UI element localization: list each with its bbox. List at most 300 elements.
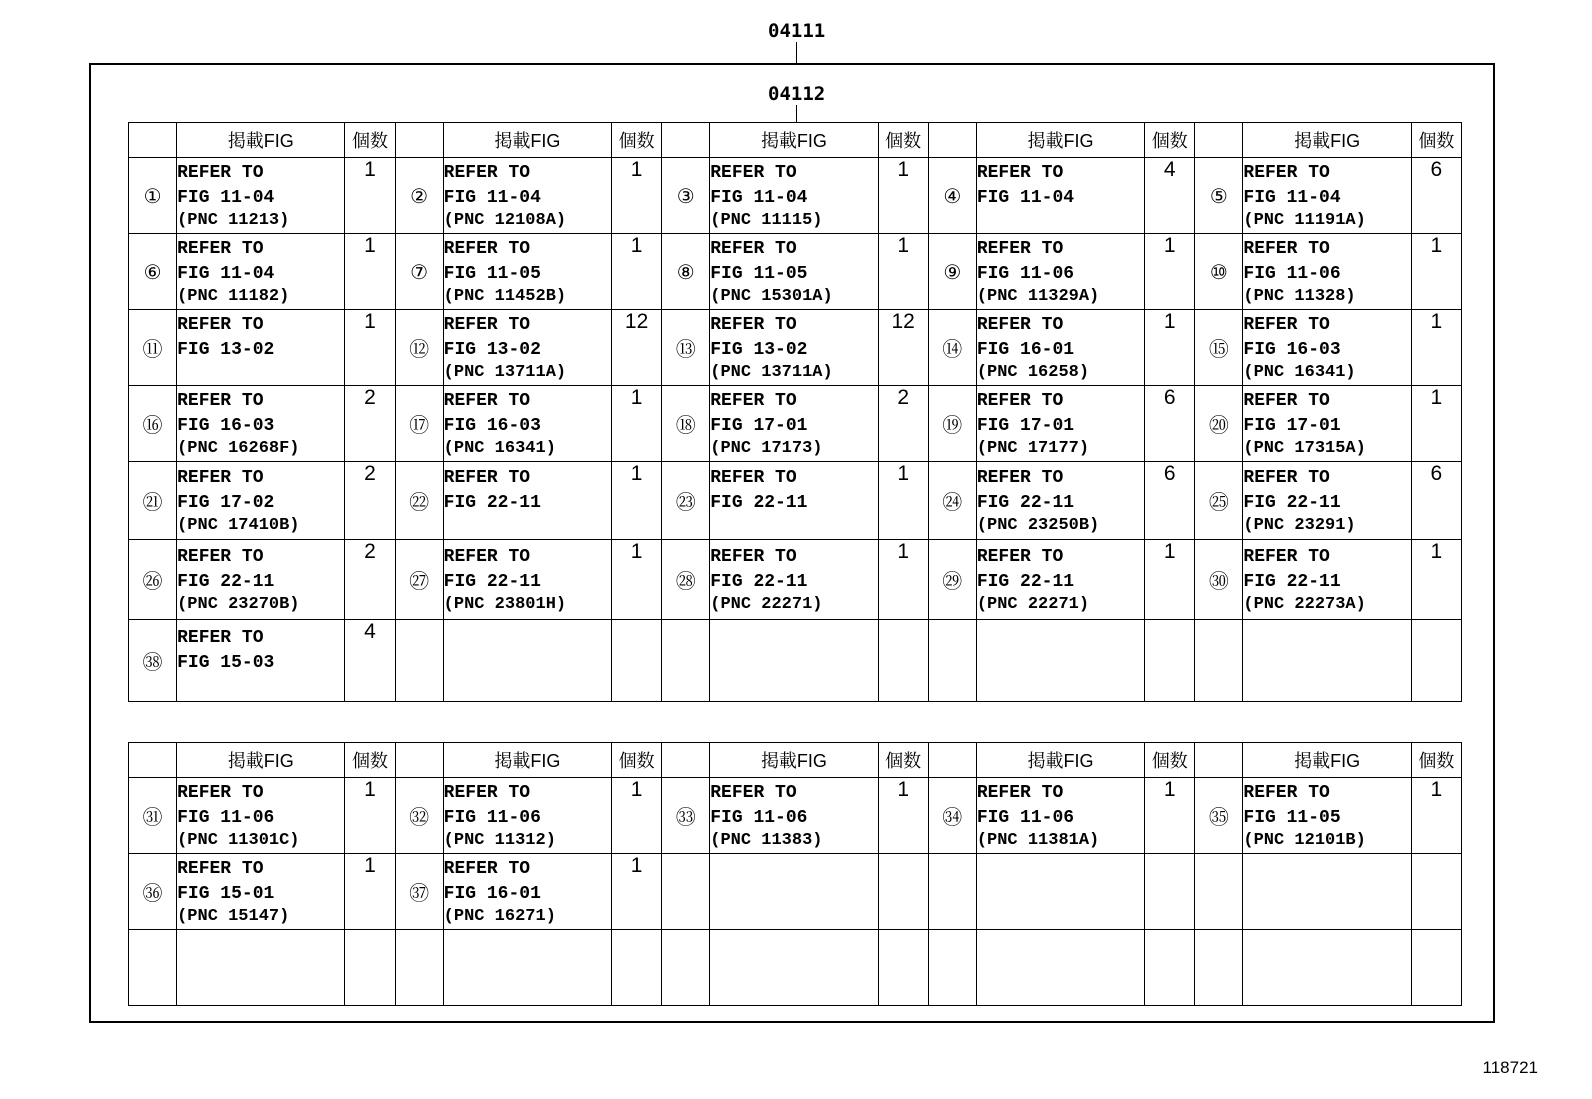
refer-to-text: REFER TO (443, 314, 531, 335)
header-qty: 個数 (878, 123, 928, 158)
fig-number: FIG 15-01 (177, 883, 275, 904)
reference-cell (177, 620, 345, 702)
callout-number: ⑱ (662, 386, 710, 462)
fig-number: FIG 11-06 (976, 263, 1075, 284)
header-qty: 個数 (345, 123, 395, 158)
pnc-number (977, 983, 1144, 1003)
callout-number: ⑰ (395, 386, 443, 462)
header-qty: 個数 (1411, 123, 1461, 158)
refer-to-text: REFER TO (710, 314, 797, 335)
pnc-number (1243, 983, 1410, 1003)
reference-cell (976, 462, 1144, 540)
reference-cell (710, 158, 878, 234)
refer-to-text: REFER TO (443, 858, 531, 879)
pnc-number (710, 676, 877, 696)
callout-number: ⑨ (928, 234, 976, 310)
callout-number: ⑮ (1195, 310, 1243, 386)
reference-cell (443, 540, 611, 620)
callout-number (129, 930, 177, 1006)
reference-cell (177, 310, 345, 386)
callout-number: ⑪ (129, 310, 177, 386)
reference-cell (1243, 930, 1411, 1006)
fig-number: FIG 16-03 (177, 415, 275, 436)
pnc-number (977, 211, 1144, 231)
refer-to-text: REFER TO (1243, 162, 1330, 183)
fig-number: FIG 22-11 (443, 571, 541, 592)
table-row (129, 158, 1462, 234)
quantity-cell: 6 (1145, 462, 1195, 540)
quantity-cell: 4 (1145, 158, 1195, 234)
refer-to-text (177, 933, 344, 958)
refer-to-text: REFER TO (177, 782, 264, 803)
callout-number (1195, 930, 1243, 1006)
table-row (129, 462, 1462, 540)
callout-number (662, 854, 710, 930)
refer-to-text (710, 626, 877, 651)
fig-number (1243, 882, 1410, 907)
pnc-number: (PNC 16341) (443, 438, 556, 458)
quantity-cell (1145, 930, 1195, 1006)
callout-number: ② (395, 158, 443, 234)
pnc-number: (PNC 16258) (976, 362, 1090, 382)
outer-label-leader (796, 42, 797, 63)
refer-to-text: REFER TO (976, 162, 1064, 183)
quantity-cell (1145, 620, 1195, 702)
callout-number: ㉒ (395, 462, 443, 540)
fig-number: FIG 11-05 (710, 263, 808, 284)
quantity-cell: 1 (345, 310, 395, 386)
pnc-number (177, 676, 344, 696)
refer-to-text: REFER TO (443, 390, 531, 411)
fig-number: FIG 22-11 (1243, 571, 1341, 592)
callout-number (395, 930, 443, 1006)
fig-number: FIG 11-06 (976, 807, 1075, 828)
quantity-cell: 1 (1145, 310, 1195, 386)
reference-cell (443, 158, 611, 234)
pnc-number: (PNC 11329A) (976, 286, 1100, 306)
pnc-number: (PNC 11182) (177, 286, 290, 306)
reference-cell (443, 854, 611, 930)
pnc-number: (PNC 23270B) (177, 594, 300, 614)
header-blank (1195, 743, 1243, 778)
refer-to-text: REFER TO (177, 467, 264, 488)
callout-number: ④ (928, 158, 976, 234)
fig-number: FIG 11-04 (177, 187, 275, 208)
reference-cell (710, 930, 878, 1006)
header-fig: 掲載FIG (177, 743, 345, 778)
header-blank (129, 743, 177, 778)
pnc-number: (PNC 22271) (976, 594, 1090, 614)
refer-to-text: REFER TO (710, 390, 797, 411)
callout-number: ⑤ (1195, 158, 1243, 234)
fig-number: FIG 11-06 (710, 807, 808, 828)
fig-number: FIG 11-04 (1243, 187, 1341, 208)
parts-table-1 (128, 122, 1462, 702)
refer-to-text: REFER TO (443, 467, 531, 488)
pnc-number: (PNC 17410B) (177, 515, 300, 535)
pnc-number: (PNC 13711A) (443, 362, 567, 382)
pnc-number: (PNC 23291) (1243, 515, 1356, 535)
fig-number (444, 651, 611, 676)
refer-to-text: REFER TO (976, 782, 1064, 803)
pnc-number: (PNC 22273A) (1243, 594, 1366, 614)
refer-to-text (1243, 857, 1410, 882)
callout-number (1195, 854, 1243, 930)
quantity-cell: 6 (1411, 462, 1461, 540)
quantity-cell: 1 (612, 854, 662, 930)
quantity-cell (878, 620, 928, 702)
reference-cell (1243, 234, 1411, 310)
fig-number (977, 651, 1144, 676)
fig-number (977, 882, 1144, 907)
refer-to-text: REFER TO (976, 546, 1064, 567)
refer-to-text (977, 626, 1144, 651)
inner-label-leader (796, 105, 797, 123)
quantity-cell (345, 930, 395, 1006)
callout-number: ⑥ (129, 234, 177, 310)
reference-cell (177, 930, 345, 1006)
reference-cell (1243, 778, 1411, 854)
refer-to-text: REFER TO (443, 238, 531, 259)
reference-cell (177, 778, 345, 854)
header-blank (928, 123, 976, 158)
refer-to-text: REFER TO (443, 162, 531, 183)
reference-cell (1243, 386, 1411, 462)
callout-number: ㉘ (662, 540, 710, 620)
header-qty: 個数 (1145, 123, 1195, 158)
fig-number (1243, 651, 1410, 676)
header-qty: 個数 (878, 743, 928, 778)
pnc-number (977, 907, 1144, 927)
header-fig: 掲載FIG (177, 123, 345, 158)
fig-number: FIG 17-01 (1243, 415, 1341, 436)
header-qty: 個数 (612, 123, 662, 158)
refer-to-text: REFER TO (1243, 314, 1330, 335)
pnc-number: (PNC 11383) (710, 830, 823, 850)
reference-cell (177, 854, 345, 930)
reference-cell (976, 620, 1144, 702)
quantity-cell: 2 (345, 540, 395, 620)
quantity-cell: 6 (1145, 386, 1195, 462)
table-row (129, 854, 1462, 930)
pnc-number: (PNC 11191A) (1243, 210, 1366, 230)
reference-cell (443, 234, 611, 310)
callout-number: ⑦ (395, 234, 443, 310)
reference-cell (976, 778, 1144, 854)
pnc-number (1243, 907, 1410, 927)
callout-number: ㉓ (662, 462, 710, 540)
callout-number (662, 620, 710, 702)
callout-number: ⑭ (928, 310, 976, 386)
header-row (129, 123, 1462, 158)
pnc-number (710, 983, 877, 1003)
header-blank (928, 743, 976, 778)
reference-cell (177, 386, 345, 462)
header-blank (662, 743, 710, 778)
pnc-number: (PNC 17315A) (1243, 438, 1366, 458)
quantity-cell: 12 (612, 310, 662, 386)
pnc-number: (PNC 12101B) (1243, 830, 1366, 850)
quantity-cell: 1 (878, 234, 928, 310)
quantity-cell: 1 (612, 158, 662, 234)
reference-cell (443, 778, 611, 854)
fig-number: FIG 16-01 (443, 883, 541, 904)
reference-cell (177, 234, 345, 310)
reference-cell (443, 462, 611, 540)
refer-to-text: REFER TO (177, 390, 264, 411)
reference-cell (976, 158, 1144, 234)
callout-number: ㉞ (928, 778, 976, 854)
header-fig: 掲載FIG (976, 743, 1144, 778)
reference-cell (443, 386, 611, 462)
header-blank (662, 123, 710, 158)
refer-to-text (1243, 933, 1410, 958)
refer-to-text: REFER TO (1243, 467, 1330, 488)
quantity-cell: 1 (1411, 778, 1461, 854)
quantity-cell: 1 (1411, 540, 1461, 620)
pnc-number: (PNC 15301A) (710, 286, 833, 306)
reference-cell (443, 620, 611, 702)
refer-to-text: REFER TO (710, 467, 797, 488)
reference-cell (710, 540, 878, 620)
table-row (129, 930, 1462, 1006)
parts-table-2 (128, 742, 1462, 1006)
refer-to-text: REFER TO (1243, 390, 1330, 411)
callout-number: ㊳ (129, 620, 177, 702)
fig-number: FIG 22-11 (976, 492, 1075, 513)
fig-number: FIG 17-01 (976, 415, 1075, 436)
pnc-number: (PNC 11381A) (976, 830, 1100, 850)
reference-cell (710, 778, 878, 854)
pnc-number: (PNC 11452B) (443, 286, 567, 306)
header-blank (1195, 123, 1243, 158)
table-row (129, 540, 1462, 620)
outer-assembly-label: 04111 (768, 20, 826, 42)
refer-to-text (444, 626, 611, 651)
header-blank (395, 123, 443, 158)
quantity-cell (1411, 930, 1461, 1006)
refer-to-text: REFER TO (177, 314, 264, 335)
fig-number: FIG 11-05 (1243, 807, 1341, 828)
refer-to-text: REFER TO (710, 546, 797, 567)
callout-number (928, 620, 976, 702)
callout-number: ⑳ (1195, 386, 1243, 462)
pnc-number: (PNC 11301C) (177, 830, 300, 850)
quantity-cell: 1 (1145, 540, 1195, 620)
callout-number: ⑫ (395, 310, 443, 386)
reference-cell (1243, 620, 1411, 702)
pnc-number (977, 676, 1144, 696)
fig-number: FIG 16-03 (1243, 339, 1341, 360)
fig-number: FIG 22-11 (1243, 492, 1341, 513)
quantity-cell: 1 (1411, 386, 1461, 462)
reference-cell (710, 310, 878, 386)
header-blank (129, 123, 177, 158)
quantity-cell: 12 (878, 310, 928, 386)
callout-number: ㉜ (395, 778, 443, 854)
refer-to-text: REFER TO (976, 467, 1064, 488)
reference-cell (710, 386, 878, 462)
refer-to-text (1243, 626, 1410, 651)
pnc-number: (PNC 13711A) (710, 362, 833, 382)
refer-to-text: REFER TO (1243, 546, 1330, 567)
quantity-cell: 4 (345, 620, 395, 702)
callout-number: ⑲ (928, 386, 976, 462)
callout-number: ㉛ (129, 778, 177, 854)
header-row (129, 743, 1462, 778)
callout-number: ㉝ (662, 778, 710, 854)
reference-cell (177, 540, 345, 620)
reference-cell (1243, 854, 1411, 930)
quantity-cell: 2 (345, 462, 395, 540)
fig-number: FIG 11-06 (443, 807, 541, 828)
header-fig: 掲載FIG (443, 743, 611, 778)
reference-cell (710, 620, 878, 702)
pnc-number: (PNC 16268F) (177, 438, 300, 458)
callout-number: ① (129, 158, 177, 234)
pnc-number (177, 363, 344, 383)
pnc-number: (PNC 22271) (710, 594, 823, 614)
fig-number (1243, 958, 1410, 983)
header-fig: 掲載FIG (976, 123, 1144, 158)
reference-cell (976, 310, 1144, 386)
header-qty: 個数 (345, 743, 395, 778)
fig-number: FIG 17-01 (710, 415, 808, 436)
fig-number (444, 958, 611, 983)
callout-number: ㉕ (1195, 462, 1243, 540)
table-row (129, 778, 1462, 854)
pnc-number (444, 516, 611, 536)
reference-cell (1243, 310, 1411, 386)
quantity-cell: 1 (1411, 310, 1461, 386)
quantity-cell: 1 (612, 234, 662, 310)
quantity-cell: 1 (878, 158, 928, 234)
reference-cell (443, 310, 611, 386)
refer-to-text: REFER TO (976, 314, 1064, 335)
fig-number: FIG 13-02 (177, 339, 275, 360)
quantity-cell: 1 (345, 778, 395, 854)
quantity-cell: 1 (878, 462, 928, 540)
header-qty: 個数 (1145, 743, 1195, 778)
table-row (129, 386, 1462, 462)
fig-number: FIG 11-04 (976, 187, 1075, 208)
callout-number: ⑩ (1195, 234, 1243, 310)
refer-to-text: REFER TO (976, 390, 1064, 411)
reference-cell (1243, 462, 1411, 540)
refer-to-text: REFER TO (177, 162, 264, 183)
pnc-number: (PNC 11328) (1243, 286, 1356, 306)
pnc-number: (PNC 17177) (976, 438, 1090, 458)
pnc-number: (PNC 11115) (710, 210, 823, 230)
fig-number: FIG 11-06 (177, 807, 275, 828)
quantity-cell: 1 (612, 540, 662, 620)
reference-cell (710, 462, 878, 540)
pnc-number (1243, 676, 1410, 696)
fig-number (977, 958, 1144, 983)
quantity-cell: 1 (345, 854, 395, 930)
pnc-number: (PNC 12108A) (443, 210, 567, 230)
refer-to-text: REFER TO (443, 782, 531, 803)
callout-number: ㉙ (928, 540, 976, 620)
fig-number (177, 958, 344, 983)
fig-number (710, 651, 877, 676)
fig-number: FIG 11-04 (443, 187, 541, 208)
quantity-cell: 1 (345, 158, 395, 234)
quantity-cell (1145, 854, 1195, 930)
callout-number (928, 854, 976, 930)
fig-number: FIG 11-04 (177, 263, 275, 284)
refer-to-text (710, 933, 877, 958)
quantity-cell: 1 (1145, 234, 1195, 310)
reference-cell (976, 234, 1144, 310)
fig-number (710, 882, 877, 907)
pnc-number: (PNC 23250B) (976, 515, 1100, 535)
reference-cell (710, 234, 878, 310)
quantity-cell: 1 (878, 778, 928, 854)
quantity-cell: 1 (612, 386, 662, 462)
fig-number: FIG 17-02 (177, 492, 275, 513)
header-fig: 掲載FIG (710, 123, 878, 158)
quantity-cell: 1 (612, 778, 662, 854)
refer-to-text (977, 933, 1144, 958)
refer-to-text: REFER TO (1243, 782, 1330, 803)
quantity-cell: 1 (1145, 778, 1195, 854)
refer-to-text: REFER TO (1243, 238, 1330, 259)
quantity-cell (612, 620, 662, 702)
reference-cell (1243, 540, 1411, 620)
pnc-number: (PNC 16271) (443, 906, 556, 926)
pnc-number: (PNC 23801H) (443, 594, 567, 614)
quantity-cell (1411, 854, 1461, 930)
header-qty: 個数 (612, 743, 662, 778)
fig-number: FIG 13-02 (443, 339, 541, 360)
pnc-number: (PNC 17173) (710, 438, 823, 458)
callout-number: ③ (662, 158, 710, 234)
header-fig: 掲載FIG (710, 743, 878, 778)
callout-number: ⑯ (129, 386, 177, 462)
reference-cell (976, 854, 1144, 930)
refer-to-text (444, 933, 611, 958)
reference-cell (443, 930, 611, 1006)
pnc-number (177, 983, 344, 1003)
callout-number: ㉟ (1195, 778, 1243, 854)
fig-number: FIG 15-03 (177, 652, 275, 673)
fig-number: FIG 22-11 (710, 492, 808, 513)
fig-number: FIG 22-11 (976, 571, 1075, 592)
image-number: 118721 (1482, 1058, 1538, 1077)
pnc-number (444, 676, 611, 696)
reference-cell (1243, 158, 1411, 234)
refer-to-text: REFER TO (443, 546, 531, 567)
reference-cell (976, 386, 1144, 462)
quantity-cell: 2 (878, 386, 928, 462)
fig-number: FIG 16-01 (976, 339, 1075, 360)
callout-number: ㉖ (129, 540, 177, 620)
table-row (129, 310, 1462, 386)
quantity-cell (612, 930, 662, 1006)
pnc-number (710, 516, 877, 536)
refer-to-text (977, 857, 1144, 882)
quantity-cell (878, 930, 928, 1006)
reference-cell (177, 158, 345, 234)
pnc-number (444, 983, 611, 1003)
header-fig: 掲載FIG (1243, 743, 1411, 778)
callout-number: ㊱ (129, 854, 177, 930)
fig-number: FIG 11-04 (710, 187, 808, 208)
fig-number: FIG 11-06 (1243, 263, 1341, 284)
quantity-cell: 1 (878, 540, 928, 620)
callout-number: ⑧ (662, 234, 710, 310)
